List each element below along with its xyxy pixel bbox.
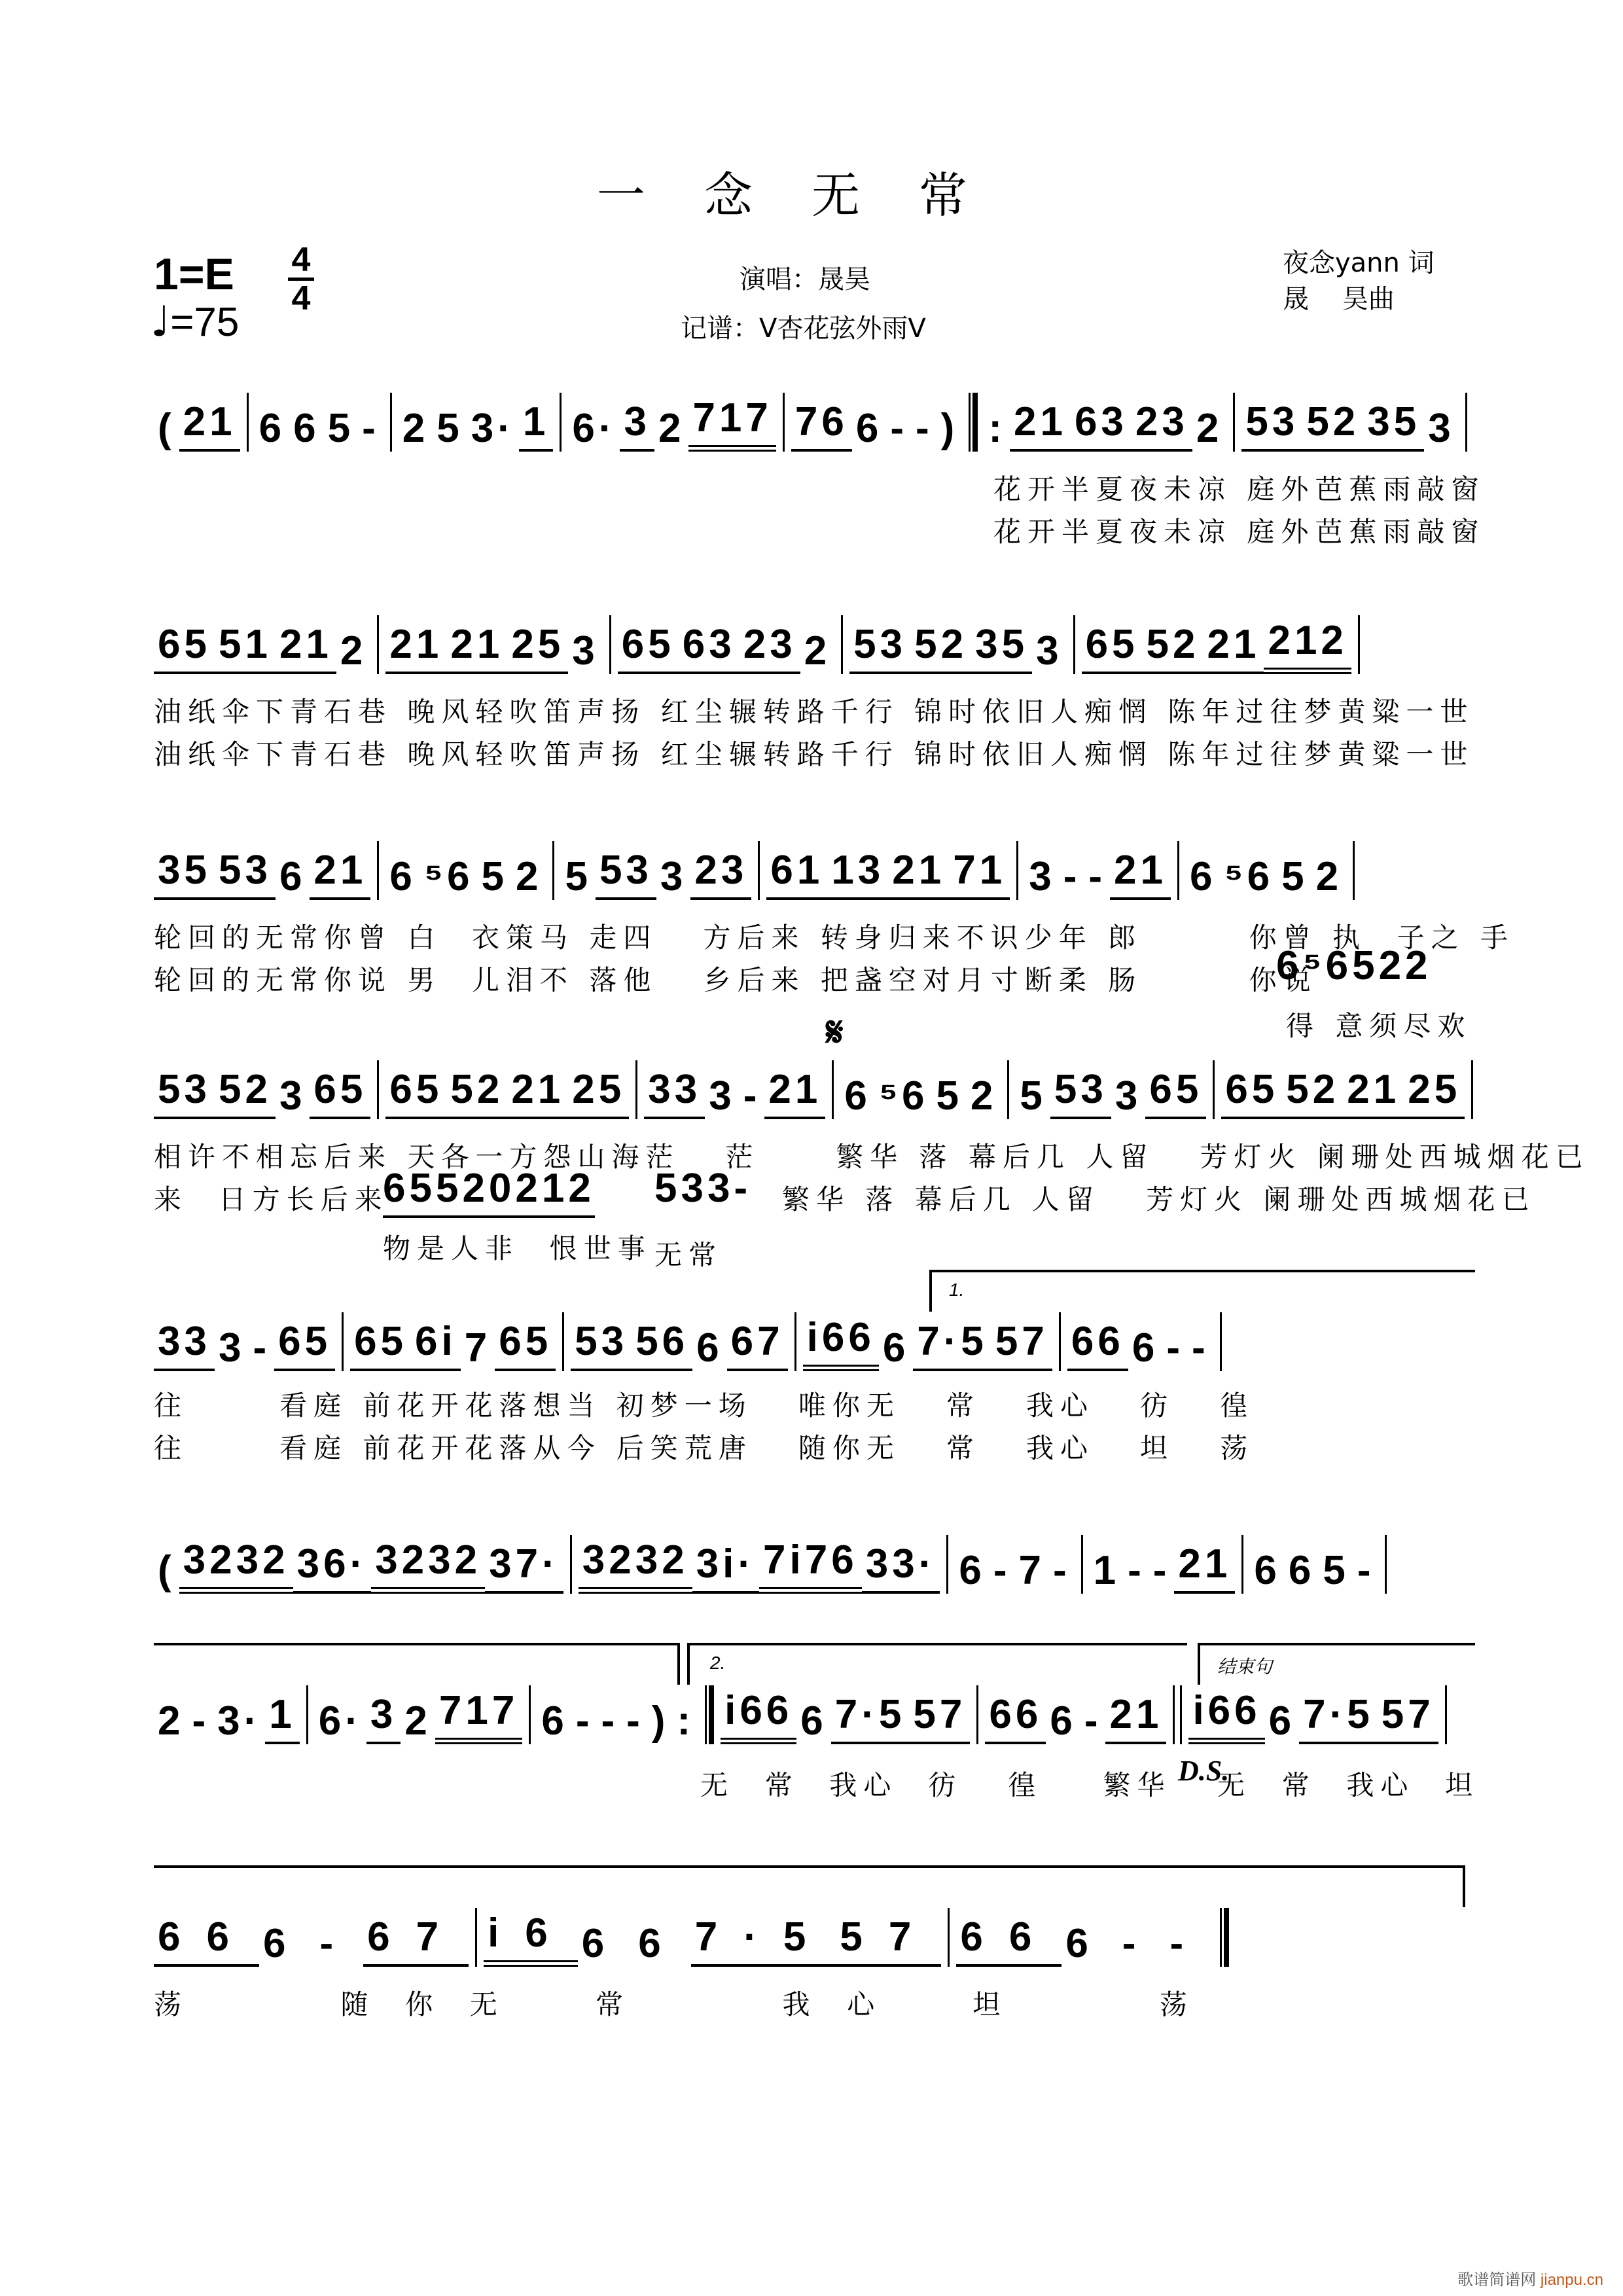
- watermark-url: jianpu.cn: [1540, 2271, 1603, 2289]
- notes-row-5: [154, 1312, 1228, 1371]
- note: 3232: [579, 1537, 692, 1594]
- note: 6: [800, 1698, 827, 1744]
- lyric-line: 无 常 我心 彷 徨 繁华: [700, 1769, 1171, 1801]
- note: 5: [565, 854, 592, 899]
- note: 3: [279, 1073, 306, 1119]
- note: 65: [1145, 1066, 1206, 1119]
- barline: [758, 841, 760, 900]
- note: 21: [1343, 1066, 1404, 1119]
- barline: [1241, 1535, 1243, 1594]
- lyric-line: 繁华 落 幕后几 人留 芳灯火 阑珊处西城烟花已: [782, 1183, 1536, 1215]
- note: 53: [849, 621, 910, 674]
- note: 76: [791, 399, 852, 452]
- barline: [570, 1535, 572, 1594]
- note: 6: [259, 406, 286, 451]
- staff-row-2: [154, 615, 1469, 674]
- note: 6: [1050, 1698, 1077, 1744]
- note: -: [362, 406, 380, 451]
- note: 5: [437, 406, 463, 451]
- note: 6: [1288, 1548, 1315, 1593]
- barline: [247, 393, 249, 452]
- note: -: [1128, 1548, 1145, 1593]
- watermark: [1457, 2267, 1603, 2289]
- note: 6·: [318, 1698, 363, 1744]
- note: 61: [766, 847, 827, 900]
- note: 65: [274, 1318, 335, 1371]
- note: 65: [1082, 621, 1143, 674]
- note: 21: [310, 847, 370, 900]
- alternate-notes: 6⁵6522: [1276, 943, 1432, 988]
- note: 67: [727, 1318, 788, 1371]
- note: 66: [956, 1914, 1061, 1967]
- repeat-end-barline: [705, 1685, 714, 1744]
- note: -: [916, 406, 933, 451]
- note: 56: [632, 1318, 692, 1371]
- note: 33·: [862, 1541, 940, 1594]
- staff-row-6: [154, 1535, 1469, 1594]
- barline: [609, 615, 611, 674]
- barline: [1007, 1060, 1009, 1119]
- staff-row-4: [154, 1060, 1469, 1119]
- note: 6: [581, 1921, 631, 1966]
- barline: [1059, 1312, 1061, 1371]
- notes-row-3: [154, 841, 1361, 900]
- note: 53: [596, 847, 656, 900]
- note: -: [575, 1698, 594, 1744]
- lyric-line: 无 常 我心 坦: [1217, 1769, 1480, 1801]
- note: 57: [909, 1691, 970, 1744]
- note: 6: [389, 854, 416, 899]
- note: 3: [1036, 628, 1063, 673]
- grace-note: ⁵6: [1224, 854, 1274, 899]
- barline: [529, 1685, 531, 1744]
- barline: [783, 393, 785, 452]
- double-barline: [1173, 1685, 1182, 1744]
- note: (: [158, 406, 175, 451]
- note: 6: [1132, 1325, 1159, 1371]
- note: -: [319, 1921, 360, 1966]
- note: 6: [293, 406, 320, 451]
- note: -: [1152, 1548, 1171, 1593]
- note: 5: [1281, 854, 1308, 899]
- barline: [946, 1535, 948, 1594]
- note: 7·5: [831, 1691, 910, 1744]
- ending-phrase-bracket-continued: [154, 1865, 1465, 1907]
- lyric-line: 油纸伞下青石巷 晚风轻吹笛声扬 红尘辗转路千行 锦时依旧人痴惘 陈年过往梦黄粱一世: [154, 696, 1474, 728]
- note: 65: [350, 1318, 411, 1371]
- note: 6·: [572, 406, 616, 451]
- note: 1: [1093, 1548, 1120, 1593]
- barline: [1213, 1060, 1215, 1119]
- note: 52: [215, 1066, 276, 1119]
- note: 21: [1204, 621, 1264, 674]
- note: 3232: [179, 1537, 293, 1594]
- barline: [1220, 1312, 1222, 1371]
- note: -: [1052, 1548, 1071, 1593]
- note: 5: [1020, 1073, 1046, 1119]
- ending-phrase-label: 结束句: [1217, 1657, 1273, 1677]
- dal-segno-marking: D.S.: [1178, 1755, 1230, 1787]
- note: 65: [154, 621, 215, 674]
- note: 35: [1363, 399, 1424, 452]
- note: 63: [679, 621, 740, 674]
- notes-row-2: [154, 615, 1366, 674]
- segno-icon: 𝄋: [826, 1008, 844, 1056]
- note: 21: [1174, 1541, 1235, 1594]
- note: 6: [696, 1325, 723, 1371]
- alternate-lyric: 得 意须尽欢: [1286, 1010, 1472, 1042]
- song-title: 一念无常: [597, 168, 1026, 224]
- barline: [475, 1908, 477, 1967]
- note: 7·5: [913, 1318, 991, 1371]
- note: 5: [936, 1073, 963, 1119]
- note: 21: [888, 847, 949, 900]
- singer-credit: 演唱：晟昊: [740, 264, 870, 295]
- note: 52: [1282, 1066, 1343, 1119]
- staff-row-1: [154, 393, 1469, 452]
- note: 57: [1378, 1691, 1438, 1744]
- second-ending-label: 2.: [710, 1653, 726, 1673]
- barline: [390, 393, 392, 452]
- note: 3: [709, 1073, 736, 1119]
- barline: [1385, 1535, 1387, 1594]
- note: 71: [949, 847, 1010, 900]
- barline: [976, 1685, 978, 1744]
- barline: [552, 841, 554, 900]
- time-signature: [288, 243, 314, 315]
- barline: [635, 1060, 637, 1119]
- note: 21: [1110, 847, 1171, 900]
- note: 25: [507, 621, 568, 674]
- note: 6: [262, 1921, 312, 1966]
- notes-row-8: [154, 1908, 1236, 1967]
- barline: [832, 1060, 834, 1119]
- note: 7: [1018, 1548, 1045, 1593]
- second-ending-bracket: [687, 1643, 1187, 1685]
- note: 65: [385, 1066, 446, 1119]
- note: 7: [464, 1325, 491, 1371]
- note: 2: [804, 628, 831, 673]
- note: 3: [1115, 1073, 1142, 1119]
- note: 1: [519, 399, 553, 452]
- barline: [1081, 1535, 1083, 1594]
- note: i66: [721, 1687, 796, 1744]
- note: 2: [404, 1698, 431, 1744]
- note: 52: [1143, 621, 1204, 674]
- quarter-note-icon: ♩: [151, 298, 171, 346]
- note: 717: [688, 395, 776, 452]
- note: 717: [435, 1687, 522, 1744]
- note: 21: [764, 1066, 825, 1119]
- staff-row-7: [154, 1685, 1469, 1744]
- note: -: [1122, 1921, 1162, 1966]
- note: 2: [515, 854, 543, 899]
- note: -: [1357, 1548, 1375, 1593]
- note: 66: [1067, 1318, 1128, 1371]
- note: 6: [1254, 1548, 1281, 1593]
- note: 57: [836, 1914, 941, 1967]
- note: 33: [644, 1066, 705, 1119]
- note: -: [1166, 1325, 1184, 1371]
- note: i66: [803, 1314, 879, 1371]
- lyric-line: 花开半夏夜未凉 庭外芭蕉雨敲窗: [993, 516, 1486, 548]
- note: 52: [1302, 399, 1363, 452]
- grace-note: ⁵6: [423, 854, 474, 899]
- note: 37·: [485, 1541, 563, 1594]
- note: 6: [855, 406, 883, 451]
- lyric-line: 往 看庭 前花开花落从今 后笑荒唐 随你无 常 我心 坦 荡: [154, 1432, 1255, 1464]
- note: 2: [1196, 406, 1223, 451]
- note: 36·: [293, 1541, 372, 1594]
- barline: [1177, 841, 1179, 900]
- note: -: [192, 1698, 210, 1744]
- barline: [342, 1312, 344, 1371]
- note: 35: [971, 621, 1032, 674]
- barline: [1445, 1685, 1447, 1744]
- barline: [841, 615, 843, 674]
- barline: [377, 841, 379, 900]
- notes-row-7: [154, 1685, 1454, 1744]
- note: 6: [638, 1921, 687, 1966]
- note: 21: [385, 621, 446, 674]
- note: 6: [882, 1325, 910, 1371]
- alternate-lyric: 物是人非 恨世事: [383, 1232, 652, 1265]
- note: 6: [844, 1073, 871, 1119]
- note: 2: [402, 406, 429, 451]
- note: 5: [327, 406, 355, 451]
- note: 21: [179, 399, 240, 452]
- note: 52: [446, 1066, 507, 1119]
- note: -: [1088, 854, 1107, 899]
- note: 33: [154, 1318, 215, 1371]
- barline: [1073, 615, 1075, 674]
- note: -: [626, 1698, 644, 1744]
- note: 25: [1404, 1066, 1465, 1119]
- note: 3: [218, 1325, 245, 1371]
- barline: [562, 1312, 564, 1371]
- note: 3: [1029, 854, 1056, 899]
- note: 5: [481, 854, 508, 899]
- barline: [1471, 1060, 1473, 1119]
- note: 65: [310, 1066, 370, 1119]
- barline: [377, 1060, 379, 1119]
- note: 66: [154, 1914, 259, 1967]
- note: 2: [158, 1698, 185, 1744]
- notes-row-1: [154, 393, 1474, 452]
- note: 6: [541, 1698, 568, 1744]
- note: -: [993, 1548, 1011, 1593]
- first-ending-label: 1.: [949, 1280, 965, 1300]
- note: 3·: [471, 406, 515, 451]
- lyric-line: 轮回的无常你曾 白 衣策马 走四 方后来 转身归来不识少年 郎 你曾 执 子之 手: [154, 922, 1515, 954]
- note: 63: [1071, 399, 1132, 452]
- lyric-line: 花开半夏夜未凉 庭外芭蕉雨敲窗: [993, 473, 1486, 505]
- note: -: [1084, 1698, 1102, 1744]
- barline: [794, 1312, 796, 1371]
- note: 23: [690, 847, 751, 900]
- note: 6: [1190, 854, 1217, 899]
- repeat-dots: :: [677, 1698, 695, 1744]
- barline: [1465, 393, 1467, 452]
- note: 2: [340, 628, 367, 673]
- note: 3i·: [692, 1541, 759, 1594]
- barline: [377, 615, 379, 674]
- note: 6i: [411, 1318, 461, 1371]
- note: 3: [620, 399, 654, 452]
- note: -: [601, 1698, 619, 1744]
- note: -: [1063, 854, 1081, 899]
- watermark-text: 歌谱简谱网: [1457, 2271, 1537, 2289]
- note: ): [651, 1698, 669, 1744]
- note: (: [158, 1548, 175, 1593]
- note: 53: [571, 1318, 632, 1371]
- note: 5: [1323, 1548, 1349, 1593]
- composer-credit: 晟 昊曲: [1283, 284, 1395, 314]
- barline: [1233, 393, 1235, 452]
- note: -: [890, 406, 908, 451]
- time-signature-top: 4: [291, 241, 311, 279]
- note: 6: [279, 854, 306, 899]
- note: 35: [154, 847, 215, 900]
- barline: [1353, 841, 1355, 900]
- lyric-line: 来 日方长后来: [154, 1183, 389, 1215]
- note: 212: [1264, 617, 1351, 674]
- note: i6: [484, 1910, 578, 1967]
- staff-row-5: [154, 1312, 1469, 1371]
- note: 21: [446, 621, 507, 674]
- note: 3: [366, 1691, 401, 1744]
- note: 3: [572, 628, 599, 673]
- final-barline: [1220, 1908, 1229, 1967]
- alternate-notes: 65520212: [383, 1165, 595, 1218]
- notes-row-4: [154, 1060, 1480, 1119]
- note: 57: [991, 1318, 1052, 1371]
- note: -: [743, 1073, 761, 1119]
- barline: [1016, 841, 1018, 900]
- tempo-marking: [151, 298, 239, 346]
- note: i66: [1188, 1687, 1264, 1744]
- barline: [560, 393, 562, 452]
- barline: [306, 1685, 308, 1744]
- note: 51: [215, 621, 276, 674]
- note: 6: [1268, 1698, 1296, 1744]
- time-signature-bottom: 4: [291, 279, 311, 317]
- note: 23: [1132, 399, 1192, 452]
- note: 13: [827, 847, 888, 900]
- lyric-line: 往 看庭 前花开花落想当 初梦一场 唯你无 常 我心 彷 徨: [154, 1390, 1255, 1422]
- note: 53: [1050, 1066, 1111, 1119]
- note: 3232: [371, 1537, 485, 1594]
- note: 25: [568, 1066, 629, 1119]
- note: 53: [1241, 399, 1302, 452]
- note: ): [940, 406, 959, 451]
- note: 7·5: [691, 1914, 836, 1967]
- transcriber-credit: 记谱：V杏花弦外雨V: [681, 314, 926, 344]
- note: 6: [1065, 1921, 1115, 1966]
- note: 6: [959, 1548, 986, 1593]
- note: -: [253, 1325, 271, 1371]
- key-signature: 1=E: [154, 249, 234, 299]
- barline: [1358, 615, 1360, 674]
- staff-row-3: [154, 841, 1469, 900]
- note: 2: [970, 1073, 997, 1119]
- note: 3: [660, 854, 687, 899]
- note: 7·5: [1299, 1691, 1378, 1744]
- lyricist-credit: 夜念yann 词: [1283, 248, 1435, 278]
- note: :: [988, 406, 1006, 451]
- note: 2: [658, 406, 685, 451]
- barline: [948, 1908, 950, 1967]
- first-ending-bracket-continued: [154, 1643, 680, 1685]
- note: 67: [363, 1914, 469, 1967]
- note: 53: [215, 847, 276, 900]
- note: 21: [507, 1066, 568, 1119]
- note: -: [1191, 1325, 1209, 1371]
- note: 65: [1221, 1066, 1282, 1119]
- note: 3·: [217, 1698, 262, 1744]
- alternate-lyric: 无常: [654, 1239, 723, 1271]
- alternate-notes: 533-: [654, 1166, 752, 1211]
- note: 66: [985, 1691, 1046, 1744]
- note: 21: [276, 621, 336, 674]
- lyric-line: 轮回的无常你说 男 儿泪不 落他 乡后来 把盏空对月寸断柔 肠 你说: [154, 964, 1317, 996]
- note: 21: [1105, 1691, 1166, 1744]
- note: 65: [495, 1318, 556, 1371]
- note: 7i76: [759, 1537, 862, 1594]
- note: 21: [1010, 399, 1071, 452]
- notes-row-6: [154, 1535, 1393, 1594]
- note: -: [1169, 1921, 1210, 1966]
- first-ending-bracket: [929, 1270, 1475, 1312]
- note: 23: [740, 621, 800, 674]
- tempo-value: =75: [170, 300, 240, 345]
- staff-row-8: [154, 1908, 1469, 1967]
- note: 53: [154, 1066, 215, 1119]
- lyric-line: 油纸伞下青石巷 晚风轻吹笛声扬 红尘辗转路千行 锦时依旧人痴惘 陈年过往梦黄粱一世: [154, 738, 1474, 770]
- repeat-start-barline: [969, 393, 978, 452]
- note: 52: [910, 621, 971, 674]
- lyric-line: 相许不相忘后来 天各一方怨山海茫 茫 繁华 落 幕后几 人留 芳灯火 阑珊处西城烟花已: [154, 1141, 1590, 1173]
- note: 65: [618, 621, 679, 674]
- grace-note: ⁵6: [878, 1073, 929, 1119]
- note: 1: [265, 1691, 299, 1744]
- note: 2: [1315, 854, 1343, 899]
- note: 3: [1428, 406, 1455, 451]
- lyric-line: 荡 随 你 无 常 我 心 坦 荡: [154, 1988, 1194, 2020]
